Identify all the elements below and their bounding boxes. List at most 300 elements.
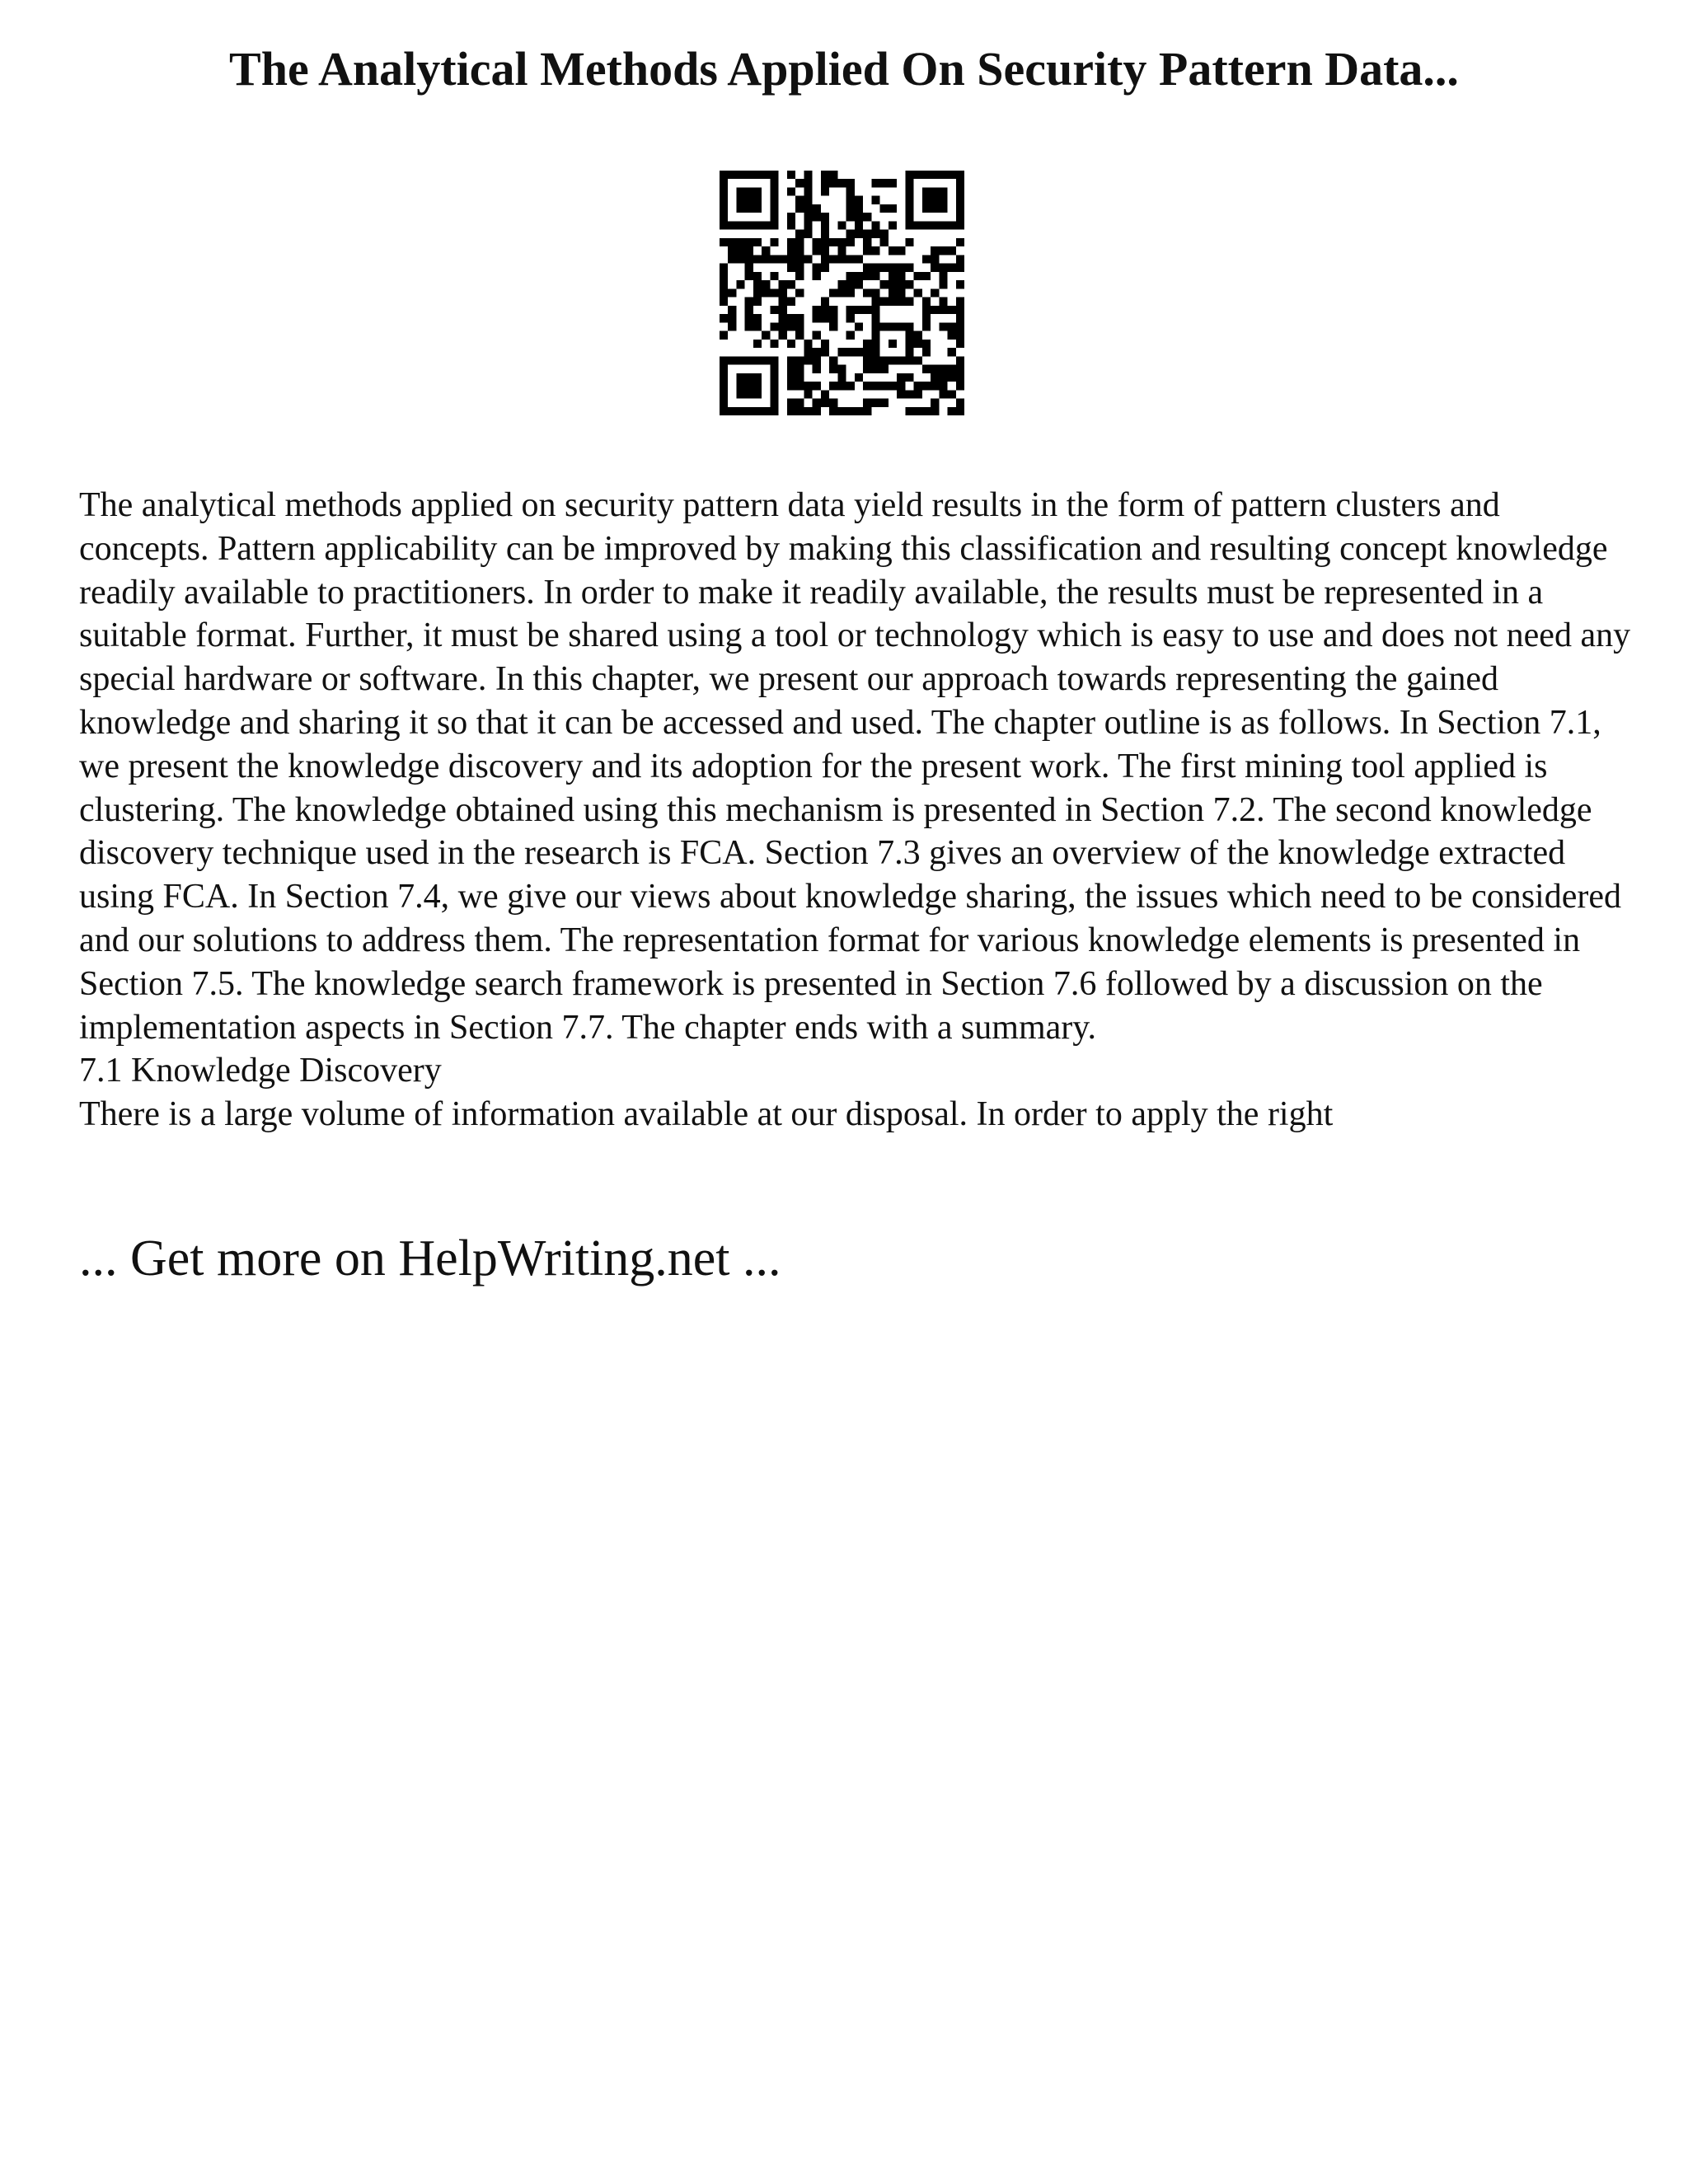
qr-module — [837, 280, 846, 288]
qr-module — [956, 280, 964, 288]
qr-module — [880, 322, 889, 330]
qr-module — [922, 171, 931, 179]
qr-module — [863, 340, 871, 348]
qr-module — [880, 298, 889, 306]
qr-module — [846, 306, 855, 314]
qr-module — [804, 213, 812, 221]
qr-module — [837, 246, 846, 255]
qr-module — [939, 264, 947, 272]
qr-module — [931, 288, 939, 297]
qr-module — [821, 213, 829, 221]
qr-module — [787, 280, 795, 288]
section-first-line: There is a large volume of information available at our disposal. In order to apply the right — [79, 1095, 1334, 1134]
qr-module — [863, 272, 871, 280]
qr-module — [897, 322, 905, 330]
qr-module — [905, 213, 913, 221]
qr-module — [931, 306, 939, 314]
qr-module — [922, 348, 931, 356]
qr-module — [897, 272, 905, 280]
qr-module — [795, 264, 804, 272]
qr-module — [914, 272, 922, 280]
qr-module — [846, 331, 855, 340]
qr-module — [787, 322, 795, 330]
qr-module — [770, 187, 778, 195]
qr-module — [863, 382, 871, 390]
qr-module — [762, 246, 770, 255]
qr-module — [795, 331, 804, 340]
qr-module — [720, 382, 728, 390]
qr-module — [956, 238, 964, 246]
qr-module — [720, 407, 728, 415]
qr-code-image — [720, 171, 964, 415]
qr-module — [931, 221, 939, 229]
qr-module — [846, 407, 855, 415]
qr-module — [813, 264, 821, 272]
qr-module — [770, 306, 778, 314]
qr-module — [871, 340, 879, 348]
qr-module — [956, 356, 964, 364]
qr-module — [745, 298, 753, 306]
qr-module — [821, 246, 829, 255]
qr-module — [745, 196, 753, 204]
qr-module — [956, 399, 964, 407]
qr-module — [846, 204, 855, 213]
qr-module — [829, 382, 837, 390]
qr-module — [871, 264, 879, 272]
qr-module — [795, 373, 804, 382]
qr-module — [889, 298, 897, 306]
qr-module — [931, 365, 939, 373]
qr-module — [905, 373, 913, 382]
qr-module — [871, 179, 879, 187]
qr-module — [753, 314, 762, 322]
qr-module — [863, 230, 871, 238]
qr-module — [889, 246, 897, 255]
qr-module — [795, 255, 804, 263]
qr-module — [745, 264, 753, 272]
qr-module — [871, 221, 879, 229]
qr-module — [956, 221, 964, 229]
qr-module — [837, 255, 846, 263]
qr-module — [762, 171, 770, 179]
qr-module — [939, 390, 947, 398]
qr-module — [736, 221, 744, 229]
qr-module — [846, 213, 855, 221]
qr-module — [889, 264, 897, 272]
qr-module — [804, 348, 812, 356]
qr-module — [787, 382, 795, 390]
qr-module — [939, 196, 947, 204]
qr-module — [770, 365, 778, 373]
qr-module — [821, 187, 829, 195]
qr-module — [804, 221, 812, 229]
qr-module — [787, 171, 795, 179]
qr-module — [770, 238, 778, 246]
qr-module — [762, 280, 770, 288]
qr-module — [863, 288, 871, 297]
qr-module — [829, 314, 837, 322]
qr-module — [720, 331, 728, 340]
qr-module — [770, 179, 778, 187]
qr-module — [905, 171, 913, 179]
qr-module — [762, 356, 770, 364]
qr-module — [880, 356, 889, 364]
qr-module — [787, 246, 795, 255]
qr-module — [813, 382, 821, 390]
qr-module — [948, 365, 956, 373]
qr-module — [863, 365, 871, 373]
qr-module — [880, 204, 889, 213]
qr-module — [795, 314, 804, 322]
qr-module — [914, 382, 922, 390]
qr-module — [753, 238, 762, 246]
qr-module — [720, 171, 728, 179]
qr-module — [855, 221, 863, 229]
qr-module — [753, 187, 762, 195]
qr-module — [855, 407, 863, 415]
qr-module — [956, 196, 964, 204]
qr-module — [720, 204, 728, 213]
qr-module — [753, 340, 762, 348]
qr-module — [821, 314, 829, 322]
qr-module — [787, 238, 795, 246]
qr-module — [939, 204, 947, 213]
qr-module — [922, 255, 931, 263]
qr-module — [880, 399, 889, 407]
qr-module — [745, 255, 753, 263]
qr-module — [787, 264, 795, 272]
qr-module — [889, 204, 897, 213]
qr-module — [863, 264, 871, 272]
qr-module — [837, 221, 846, 229]
qr-module — [736, 373, 744, 382]
qr-module — [736, 246, 744, 255]
qr-module — [821, 298, 829, 306]
qr-module — [931, 246, 939, 255]
qr-module — [762, 221, 770, 229]
qr-module — [905, 196, 913, 204]
qr-module — [905, 390, 913, 398]
qr-module — [931, 204, 939, 213]
qr-module — [829, 365, 837, 373]
qr-module — [846, 230, 855, 238]
qr-module — [795, 356, 804, 364]
qr-module — [770, 213, 778, 221]
qr-module — [795, 288, 804, 297]
qr-module — [736, 356, 744, 364]
document-body — [79, 484, 1637, 1137]
qr-module — [939, 272, 947, 280]
qr-module — [829, 356, 837, 364]
qr-module — [914, 331, 922, 340]
qr-module — [736, 255, 744, 263]
qr-module — [846, 179, 855, 187]
qr-module — [787, 221, 795, 229]
qr-module — [762, 255, 770, 263]
qr-module — [846, 196, 855, 204]
qr-module — [770, 382, 778, 390]
qr-module — [753, 255, 762, 263]
qr-module — [804, 230, 812, 238]
qr-module — [736, 196, 744, 204]
qr-module — [787, 365, 795, 373]
qr-module — [837, 373, 846, 382]
qr-module — [855, 373, 863, 382]
qr-module — [770, 288, 778, 297]
qr-module — [795, 230, 804, 238]
qr-module — [753, 204, 762, 213]
qr-module — [905, 340, 913, 348]
qr-module — [863, 238, 871, 246]
qr-module — [804, 187, 812, 195]
qr-module — [846, 288, 855, 297]
qr-module — [897, 288, 905, 297]
qr-module — [880, 382, 889, 390]
qr-module — [804, 255, 812, 263]
qr-module — [889, 288, 897, 297]
qr-module — [804, 356, 812, 364]
qr-module — [753, 288, 762, 297]
qr-module — [770, 221, 778, 229]
qr-module — [897, 264, 905, 272]
qr-module — [813, 314, 821, 322]
qr-module — [880, 238, 889, 246]
qr-module — [956, 382, 964, 390]
qr-module — [880, 179, 889, 187]
qr-module — [829, 238, 837, 246]
qr-module — [745, 171, 753, 179]
qr-module — [795, 272, 804, 280]
qr-module — [889, 322, 897, 330]
qr-module — [795, 246, 804, 255]
qr-module — [956, 340, 964, 348]
qr-module — [871, 399, 879, 407]
qr-module — [720, 179, 728, 187]
qr-module — [956, 204, 964, 213]
qr-module — [745, 238, 753, 246]
qr-module — [956, 373, 964, 382]
qr-module — [939, 322, 947, 330]
qr-module — [948, 264, 956, 272]
qr-module — [956, 171, 964, 179]
qr-module — [871, 348, 879, 356]
qr-module — [956, 213, 964, 221]
qr-module — [770, 407, 778, 415]
qr-module — [871, 322, 879, 330]
qr-module — [728, 407, 736, 415]
qr-module — [813, 399, 821, 407]
qr-module — [922, 382, 931, 390]
qr-module — [821, 264, 829, 272]
qr-module — [956, 407, 964, 415]
qr-module — [804, 390, 812, 398]
qr-module — [863, 407, 871, 415]
qr-module — [736, 171, 744, 179]
qr-module — [922, 340, 931, 348]
qr-module — [779, 288, 787, 297]
qr-module — [804, 204, 812, 213]
qr-module — [736, 238, 744, 246]
qr-module — [770, 390, 778, 398]
qr-module — [897, 373, 905, 382]
qr-module — [846, 255, 855, 263]
qr-module — [922, 365, 931, 373]
qr-module — [905, 204, 913, 213]
qr-module — [905, 221, 913, 229]
qr-module — [837, 179, 846, 187]
qr-module — [813, 246, 821, 255]
qr-module — [931, 399, 939, 407]
qr-module — [889, 179, 897, 187]
qr-module — [889, 356, 897, 364]
qr-module — [914, 221, 922, 229]
qr-module — [880, 264, 889, 272]
qr-module — [829, 322, 837, 330]
qr-module — [922, 272, 931, 280]
qr-module — [787, 399, 795, 407]
qr-module — [829, 255, 837, 263]
qr-module — [720, 272, 728, 280]
qr-module — [813, 331, 821, 340]
qr-module — [728, 314, 736, 322]
qr-module — [753, 373, 762, 382]
qr-module — [736, 382, 744, 390]
qr-module — [871, 272, 879, 280]
qr-module — [855, 204, 863, 213]
qr-module — [795, 179, 804, 187]
qr-module — [720, 196, 728, 204]
qr-module — [745, 407, 753, 415]
qr-module — [880, 365, 889, 373]
qr-module — [728, 255, 736, 263]
qr-module — [897, 298, 905, 306]
qr-module — [855, 280, 863, 288]
qr-module — [905, 238, 913, 246]
qr-module — [889, 280, 897, 288]
qr-module — [787, 255, 795, 263]
qr-module — [821, 238, 829, 246]
qr-module — [837, 407, 846, 415]
qr-module — [922, 322, 931, 330]
qr-module — [889, 340, 897, 348]
qr-code-graphic — [720, 171, 964, 415]
qr-module — [753, 407, 762, 415]
qr-module — [897, 280, 905, 288]
qr-module — [837, 382, 846, 390]
qr-module — [846, 238, 855, 246]
qr-module — [720, 221, 728, 229]
qr-module — [914, 390, 922, 398]
qr-module — [863, 399, 871, 407]
qr-module — [720, 390, 728, 398]
qr-module — [871, 298, 879, 306]
qr-module — [821, 348, 829, 356]
qr-module — [779, 322, 787, 330]
qr-module — [821, 221, 829, 229]
qr-module — [813, 204, 821, 213]
qr-module — [948, 331, 956, 340]
qr-module — [863, 348, 871, 356]
qr-module — [905, 179, 913, 187]
qr-module — [753, 221, 762, 229]
qr-module — [846, 272, 855, 280]
qr-module — [889, 221, 897, 229]
qr-module — [914, 340, 922, 348]
qr-module — [762, 331, 770, 340]
qr-module — [829, 306, 837, 314]
qr-module — [787, 213, 795, 221]
qr-module — [720, 213, 728, 221]
qr-module — [728, 356, 736, 364]
qr-module — [795, 399, 804, 407]
qr-module — [813, 238, 821, 246]
qr-module — [939, 298, 947, 306]
qr-module — [956, 331, 964, 340]
qr-module — [770, 322, 778, 330]
qr-module — [770, 196, 778, 204]
qr-module — [736, 280, 744, 288]
qr-module — [863, 356, 871, 364]
qr-module — [795, 204, 804, 213]
qr-module — [931, 171, 939, 179]
qr-module — [753, 280, 762, 288]
qr-module — [728, 246, 736, 255]
qr-module — [787, 298, 795, 306]
qr-module — [922, 221, 931, 229]
qr-module — [905, 322, 913, 330]
qr-module — [948, 373, 956, 382]
qr-module — [922, 314, 931, 322]
qr-module — [956, 322, 964, 330]
qr-module — [728, 306, 736, 314]
qr-module — [821, 340, 829, 348]
qr-module — [939, 365, 947, 373]
get-more-link[interactable]: ... Get more on HelpWriting.net ... — [79, 1230, 781, 1286]
qr-module — [720, 314, 728, 322]
qr-module — [770, 373, 778, 382]
qr-module — [779, 331, 787, 340]
qr-module — [871, 246, 879, 255]
qr-module — [880, 230, 889, 238]
qr-module — [846, 314, 855, 322]
qr-module — [804, 340, 812, 348]
qr-module — [871, 365, 879, 373]
qr-module — [931, 407, 939, 415]
qr-module — [787, 373, 795, 382]
qr-module — [795, 196, 804, 204]
qr-module — [931, 196, 939, 204]
qr-module — [821, 230, 829, 238]
qr-module — [753, 171, 762, 179]
qr-module — [939, 246, 947, 255]
qr-module — [795, 407, 804, 415]
qr-module — [745, 246, 753, 255]
qr-module — [948, 407, 956, 415]
qr-module — [779, 298, 787, 306]
qr-module — [846, 382, 855, 390]
qr-module — [728, 171, 736, 179]
qr-module — [905, 298, 913, 306]
qr-module — [948, 306, 956, 314]
qr-module — [804, 196, 812, 204]
qr-module — [948, 390, 956, 398]
document-title: The Analytical Methods Applied On Security Pattern Data... — [229, 42, 1459, 96]
qr-module — [720, 238, 728, 246]
qr-module — [905, 280, 913, 288]
qr-module — [948, 171, 956, 179]
qr-module — [745, 314, 753, 322]
qr-module — [787, 187, 795, 195]
